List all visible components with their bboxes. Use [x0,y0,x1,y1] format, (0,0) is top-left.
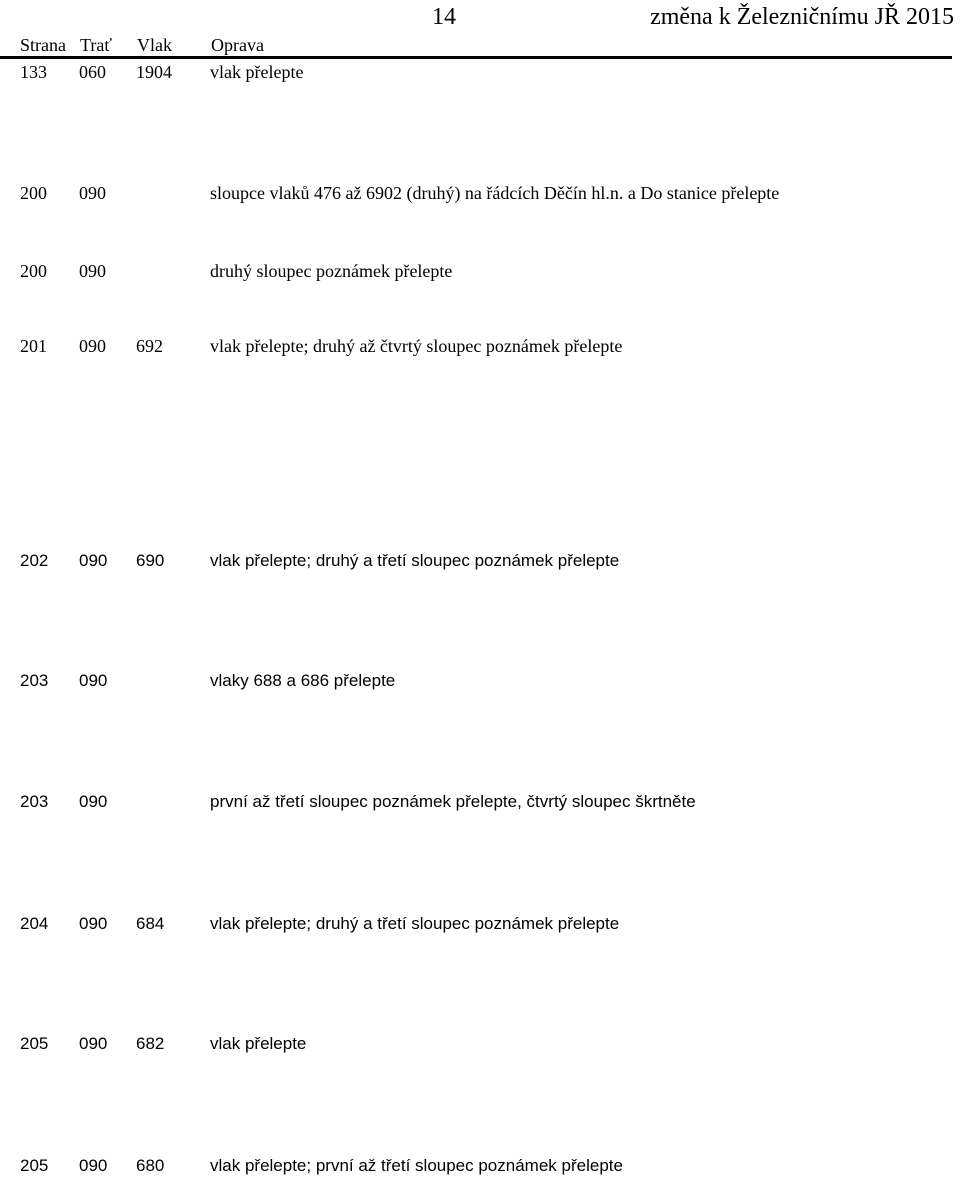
row-strana: 203 [20,792,49,811]
row-oprava: vlak přelepte; druhý a třetí sloupec poznámek přelepte [210,914,620,933]
row-oprava: první až třetí sloupec poznámek přelepte, čtvrtý sloupec škrtněte [210,792,696,811]
column-header-row [0,31,960,57]
table-row [0,791,960,815]
header-divider [0,56,952,59]
row-trat: 090 [79,671,108,690]
row-oprava: vlak přelepte; první až třetí sloupec poznámek přelepte [210,1156,623,1175]
row-strana: 201 [20,336,47,356]
row-vlak: 1904 [136,62,172,82]
row-vlak: 682 [136,1034,165,1053]
row-trat: 090 [79,1156,108,1175]
row-strana: 200 [20,261,47,281]
row-oprava: druhý sloupec poznámek přelepte [210,261,453,281]
row-trat: 060 [79,62,106,82]
row-trat: 090 [79,1034,108,1053]
row-oprava: sloupce vlaků 476 až 6902 (druhý) na řádcích Děčín hl.n. a Do stanice přelepte [210,183,780,203]
column-header-vlak: Vlak [137,35,172,55]
table-row [0,1033,960,1057]
table-row [0,61,960,85]
row-strana: 202 [20,551,49,570]
row-strana: 205 [20,1156,49,1175]
table-row [0,670,960,694]
row-vlak: 692 [136,336,163,356]
table-row [0,1155,960,1179]
row-strana: 203 [20,671,49,690]
row-trat: 090 [79,183,106,203]
row-oprava: vlak přelepte [210,62,304,82]
row-trat: 090 [79,914,108,933]
row-strana: 204 [20,914,49,933]
column-header-strana: Strana [20,35,66,55]
table-row [0,913,960,937]
row-trat: 090 [79,551,108,570]
table-row [0,182,960,206]
row-strana: 133 [20,62,47,82]
page-number: 14 [432,4,456,30]
row-oprava: vlak přelepte [210,1034,307,1053]
table-row [0,260,960,284]
row-vlak: 690 [136,551,165,570]
table-row [0,550,960,574]
row-oprava: vlaky 688 a 686 přelepte [210,671,396,690]
row-trat: 090 [79,336,106,356]
row-strana: 200 [20,183,47,203]
table-row [0,335,960,359]
column-header-trat: Trať [80,35,113,55]
document-title: změna k Železničnímu JŘ 2015 [650,4,954,30]
row-vlak: 680 [136,1156,165,1175]
column-header-oprava: Oprava [211,35,264,55]
row-oprava: vlak přelepte; druhý a třetí sloupec poznámek přelepte [210,551,620,570]
row-trat: 090 [79,792,108,811]
row-oprava: vlak přelepte; druhý až čtvrtý sloupec poznámek přelepte [210,336,623,356]
row-trat: 090 [79,261,106,281]
row-strana: 205 [20,1034,49,1053]
row-vlak: 684 [136,914,165,933]
